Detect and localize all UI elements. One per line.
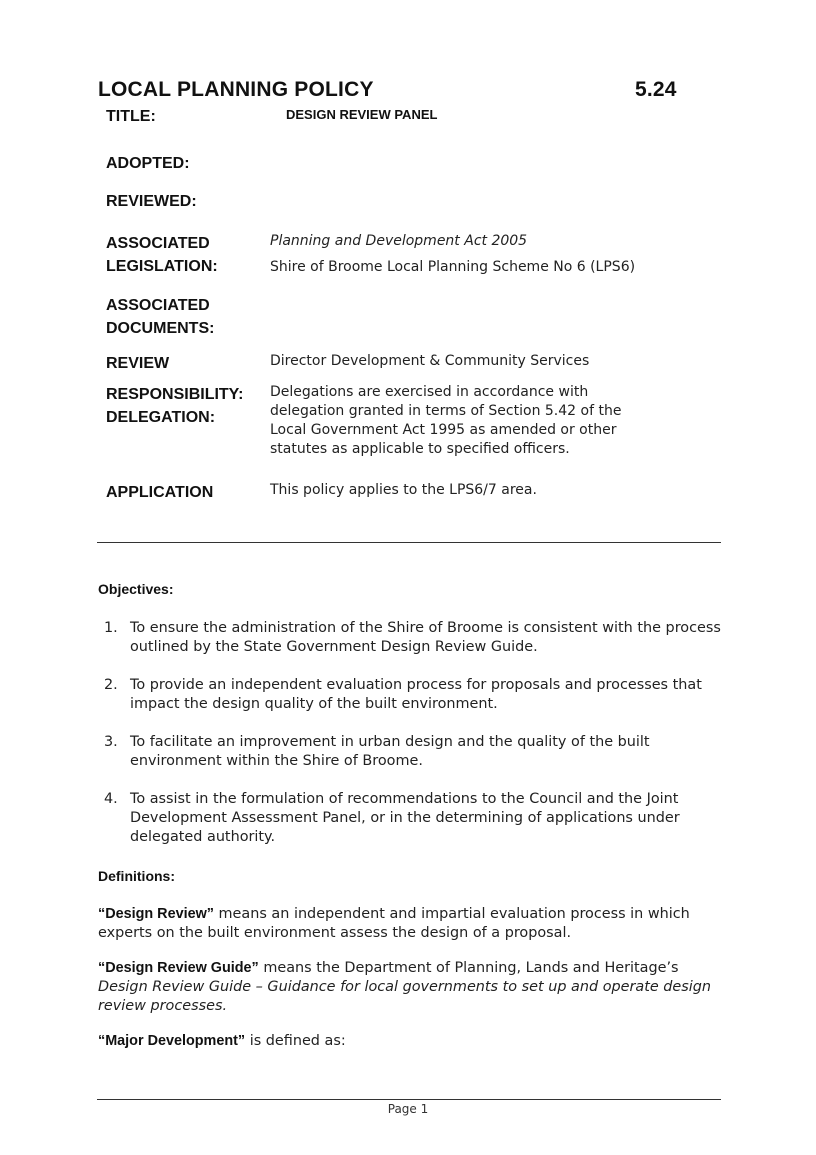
label-line: LEGISLATION: (106, 258, 218, 275)
footer-divider (97, 1099, 721, 1100)
adopted-label: ADOPTED: (106, 155, 190, 172)
objective-text (130, 790, 721, 847)
definitions-heading: Definitions: (98, 868, 175, 884)
definition-line: Design Review Guide – Guidance for local governments to set up and operate design (98, 979, 712, 995)
definition-line: experts on the built environment assess the design of a proposal. (98, 925, 572, 941)
objective-item-3 (0, 733, 816, 773)
objective-line: To facilitate an improvement in urban design and the quality of the built (130, 734, 650, 750)
objective-number: 1. (104, 620, 118, 636)
delegation-value (270, 383, 621, 459)
label-line: ASSOCIATED (106, 297, 210, 314)
definition-design-review (98, 905, 721, 943)
delegation-line: statutes as applicable to specified officers. (270, 441, 570, 457)
objective-line: outlined by the State Government Design Review Guide. (130, 639, 538, 655)
objective-line: To assist in the formulation of recommendations to the Council and the Joint (130, 791, 679, 807)
objective-number: 4. (104, 791, 118, 807)
objective-line: environment within the Shire of Broome. (130, 753, 423, 769)
objective-line: delegated authority. (130, 829, 276, 845)
objective-item-1 (0, 619, 816, 659)
definition-term: “Design Review” (98, 906, 214, 922)
label-line: DELEGATION: (106, 409, 216, 426)
delegation-line: Local Government Act 1995 as amended or other (270, 422, 617, 438)
associated-legislation-value-1: Planning and Development Act 2005 (270, 233, 528, 249)
section-divider (97, 542, 721, 543)
objective-line: impact the design quality of the built environment. (130, 696, 498, 712)
delegation-line: delegation granted in terms of Section 5.42 of the (270, 403, 622, 419)
application-value: This policy applies to the LPS6/7 area. (270, 482, 537, 498)
definition-line: review processes. (98, 998, 228, 1014)
definition-line (98, 905, 721, 924)
objective-number: 3. (104, 734, 118, 750)
definition-design-review-guide (98, 959, 721, 1016)
objective-item-2 (0, 676, 816, 716)
objective-text (130, 619, 721, 657)
associated-legislation-label (106, 232, 218, 278)
objective-text (130, 676, 721, 714)
associated-documents-label (106, 294, 214, 340)
title-value: DESIGN REVIEW PANEL (286, 107, 438, 122)
definition-text: means the Department of Planning, Lands and Heritage’s (258, 960, 679, 976)
label-line: RESPONSIBILITY: (106, 386, 244, 403)
review-value: Director Development & Community Services (270, 353, 590, 369)
objective-line: To provide an independent evaluation process for proposals and processes that (130, 677, 702, 693)
review-label: REVIEW (106, 355, 170, 372)
label-line: ASSOCIATED (106, 235, 210, 252)
definition-major-development (98, 1032, 721, 1051)
objectives-heading: Objectives: (98, 581, 174, 597)
delegation-line: Delegations are exercised in accordance with (270, 384, 589, 400)
reviewed-label: REVIEWED: (106, 193, 197, 210)
objective-text (130, 733, 721, 771)
definition-line (98, 959, 721, 978)
definition-term: “Design Review Guide” (98, 960, 259, 976)
objective-number: 2. (104, 677, 118, 693)
definition-term: “Major Development” (98, 1033, 246, 1049)
definition-text: means an independent and impartial evaluation process in which (213, 906, 690, 922)
definition-text: is defined as: (245, 1033, 346, 1049)
policy-number: 5.24 (635, 78, 677, 101)
objective-line: To ensure the administration of the Shire of Broome is consistent with the process (130, 620, 721, 636)
objective-line: Development Assessment Panel, or in the determining of applications under (130, 810, 680, 826)
responsibility-delegation-label (106, 383, 244, 429)
associated-legislation-value-2: Shire of Broome Local Planning Scheme No 6 (LPS6) (270, 259, 636, 275)
application-label: APPLICATION (106, 484, 214, 501)
objective-item-4 (0, 790, 816, 850)
policy-title: LOCAL PLANNING POLICY (98, 78, 374, 101)
title-label: TITLE: (106, 108, 156, 125)
label-line: DOCUMENTS: (106, 320, 215, 337)
page-number: Page 1 (387, 1102, 429, 1116)
